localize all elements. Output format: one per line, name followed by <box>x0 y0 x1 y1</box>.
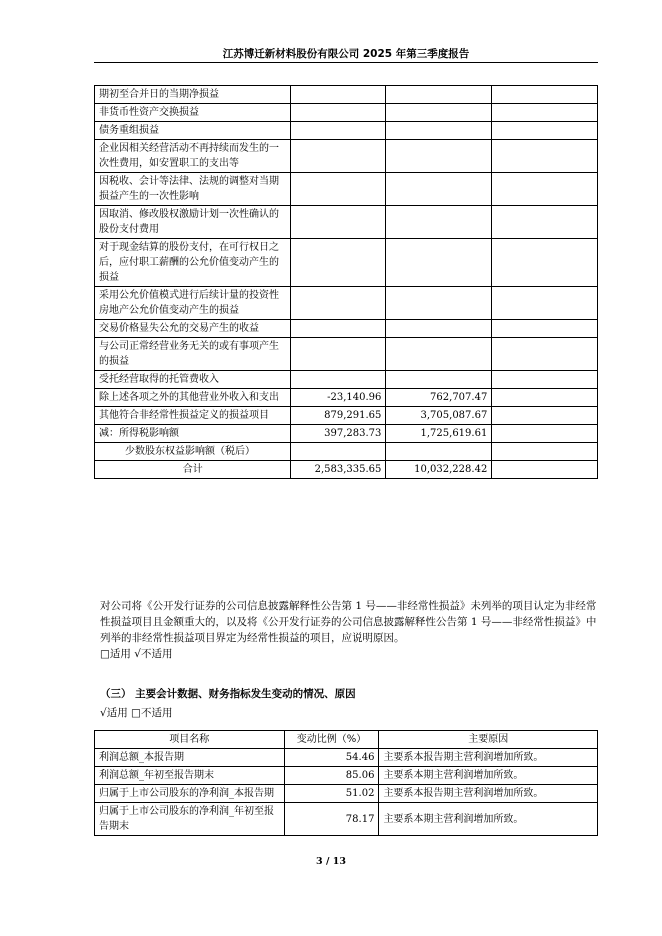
row-note <box>492 338 598 371</box>
table-row <box>95 140 598 173</box>
row-change-ratio: 78.17 <box>284 803 379 836</box>
row-item-name: 利润总额_本报告期 <box>95 749 285 767</box>
row-value-ytd <box>386 338 492 371</box>
row-note <box>492 140 598 173</box>
row-label: 除上述各项之外的其他营业外收入和支出 <box>95 389 291 407</box>
table-row <box>95 239 598 287</box>
explanation-options: □适用 √不适用 <box>100 648 173 660</box>
change-reasons-table <box>94 730 598 836</box>
section-options: √适用 □不适用 <box>100 707 173 719</box>
row-note <box>492 86 598 104</box>
row-note <box>492 320 598 338</box>
explanation-text: 对公司将《公开发行证券的公司信息披露解释性公告第 1 号——非经常性损益》未列举的项目认定为非经常性损益项目且金额重大的，以及将《公开发行证券的公司信息披露解释性公告第 1 号——非经常性损益》中列举的非经常性损益项目界定为经常性损益的项目，应说明原因。 <box>100 600 597 644</box>
header-item-name: 项目名称 <box>95 731 285 749</box>
row-main-reason: 主要系本报告期主营利润增加所致。 <box>379 749 598 767</box>
row-value-current <box>291 239 386 287</box>
table-row <box>95 338 598 371</box>
table-row <box>95 122 598 140</box>
row-value-ytd <box>386 371 492 389</box>
row-value-current: 879,291.65 <box>291 407 386 425</box>
row-value-ytd <box>386 173 492 206</box>
row-note <box>492 371 598 389</box>
page-header-title: 江苏博迁新材料股份有限公司 2025 年第三季度报告 <box>222 48 470 60</box>
row-value-ytd <box>386 320 492 338</box>
table-row <box>95 173 598 206</box>
row-value-current: 397,283.73 <box>291 425 386 443</box>
row-note <box>492 389 598 407</box>
row-note <box>492 104 598 122</box>
row-item-name: 利润总额_年初至报告期末 <box>95 767 285 785</box>
row-label: 对于现金结算的股份支付，在可行权日之后，应付职工薪酬的公允价值变动产生的损益 <box>95 239 291 287</box>
row-value-current: -23,140.96 <box>291 389 386 407</box>
row-note <box>492 173 598 206</box>
row-value-ytd <box>386 122 492 140</box>
explanation-paragraph <box>100 598 598 662</box>
row-change-ratio: 54.46 <box>284 749 379 767</box>
table-row <box>95 461 598 479</box>
row-note <box>492 461 598 479</box>
row-main-reason: 主要系本期主营利润增加所致。 <box>379 767 598 785</box>
row-value-ytd <box>386 287 492 320</box>
row-value-ytd <box>386 239 492 287</box>
row-label: 因取消、修改股权激励计划一次性确认的股份支付费用 <box>95 206 291 239</box>
row-label: 企业因相关经营活动不再持续而发生的一次性费用，如安置职工的支出等 <box>95 140 291 173</box>
table-row <box>95 749 598 767</box>
row-value-current <box>291 443 386 461</box>
row-value-current <box>291 320 386 338</box>
row-value-ytd <box>386 104 492 122</box>
row-label: 交易价格显失公允的交易产生的收益 <box>95 320 291 338</box>
row-value-current <box>291 206 386 239</box>
table-row <box>95 425 598 443</box>
header-main-reason: 主要原因 <box>379 731 598 749</box>
row-value-current <box>291 338 386 371</box>
row-note <box>492 425 598 443</box>
row-note <box>492 407 598 425</box>
section-title: （三） 主要会计数据、财务指标发生变动的情况、原因 <box>100 688 356 700</box>
row-value-current: 2,583,335.65 <box>291 461 386 479</box>
table-row <box>95 206 598 239</box>
row-value-ytd <box>386 443 492 461</box>
header-change-ratio: 变动比例（%） <box>284 731 379 749</box>
row-label: 受托经营取得的托管费收入 <box>95 371 291 389</box>
row-note <box>492 287 598 320</box>
row-value-current <box>291 86 386 104</box>
row-label: 采用公允价值模式进行后续计量的投资性房地产公允价值变动产生的损益 <box>95 287 291 320</box>
row-value-ytd <box>386 86 492 104</box>
row-value-current <box>291 173 386 206</box>
table-row <box>95 104 598 122</box>
table-row <box>95 320 598 338</box>
row-label: 减：所得税影响额 <box>95 425 291 443</box>
table-row <box>95 767 598 785</box>
row-value-ytd: 762,707.47 <box>386 389 492 407</box>
row-note <box>492 443 598 461</box>
table-row <box>95 443 598 461</box>
row-label: 期初至合并日的当期净损益 <box>95 86 291 104</box>
row-value-ytd <box>386 140 492 173</box>
row-note <box>492 239 598 287</box>
table-row <box>95 803 598 836</box>
page-number: 3 / 13 <box>316 856 346 867</box>
row-value-current <box>291 140 386 173</box>
row-label: 其他符合非经常性损益定义的损益项目 <box>95 407 291 425</box>
row-value-ytd: 3,705,087.67 <box>386 407 492 425</box>
row-main-reason: 主要系本期主营利润增加所致。 <box>379 803 598 836</box>
row-label: 非货币性资产交换损益 <box>95 104 291 122</box>
table-row <box>95 287 598 320</box>
table-row <box>95 389 598 407</box>
row-value-current <box>291 371 386 389</box>
row-label: 合计 <box>95 461 291 479</box>
non-recurring-gains-table <box>94 85 598 479</box>
row-item-name: 归属于上市公司股东的净利润_年初至报告期末 <box>95 803 285 836</box>
row-main-reason: 主要系本报告期主营利润增加所致。 <box>379 785 598 803</box>
row-value-current <box>291 287 386 320</box>
row-label: 因税收、会计等法律、法规的调整对当期损益产生的一次性影响 <box>95 173 291 206</box>
row-change-ratio: 85.06 <box>284 767 379 785</box>
table-row <box>95 86 598 104</box>
row-label: 与公司正常经营业务无关的或有事项产生的损益 <box>95 338 291 371</box>
row-value-ytd <box>386 206 492 239</box>
row-value-ytd: 1,725,619.61 <box>386 425 492 443</box>
row-note <box>492 122 598 140</box>
header-divider <box>94 62 598 63</box>
row-value-ytd: 10,032,228.42 <box>386 461 492 479</box>
table-header-row <box>95 731 598 749</box>
row-label: 债务重组损益 <box>95 122 291 140</box>
row-label: 少数股东权益影响额（税后） <box>95 443 291 461</box>
row-value-current <box>291 122 386 140</box>
row-item-name: 归属于上市公司股东的净利润_本报告期 <box>95 785 285 803</box>
row-value-current <box>291 104 386 122</box>
table-row <box>95 785 598 803</box>
table-row <box>95 407 598 425</box>
table-row <box>95 371 598 389</box>
row-change-ratio: 51.02 <box>284 785 379 803</box>
row-note <box>492 206 598 239</box>
